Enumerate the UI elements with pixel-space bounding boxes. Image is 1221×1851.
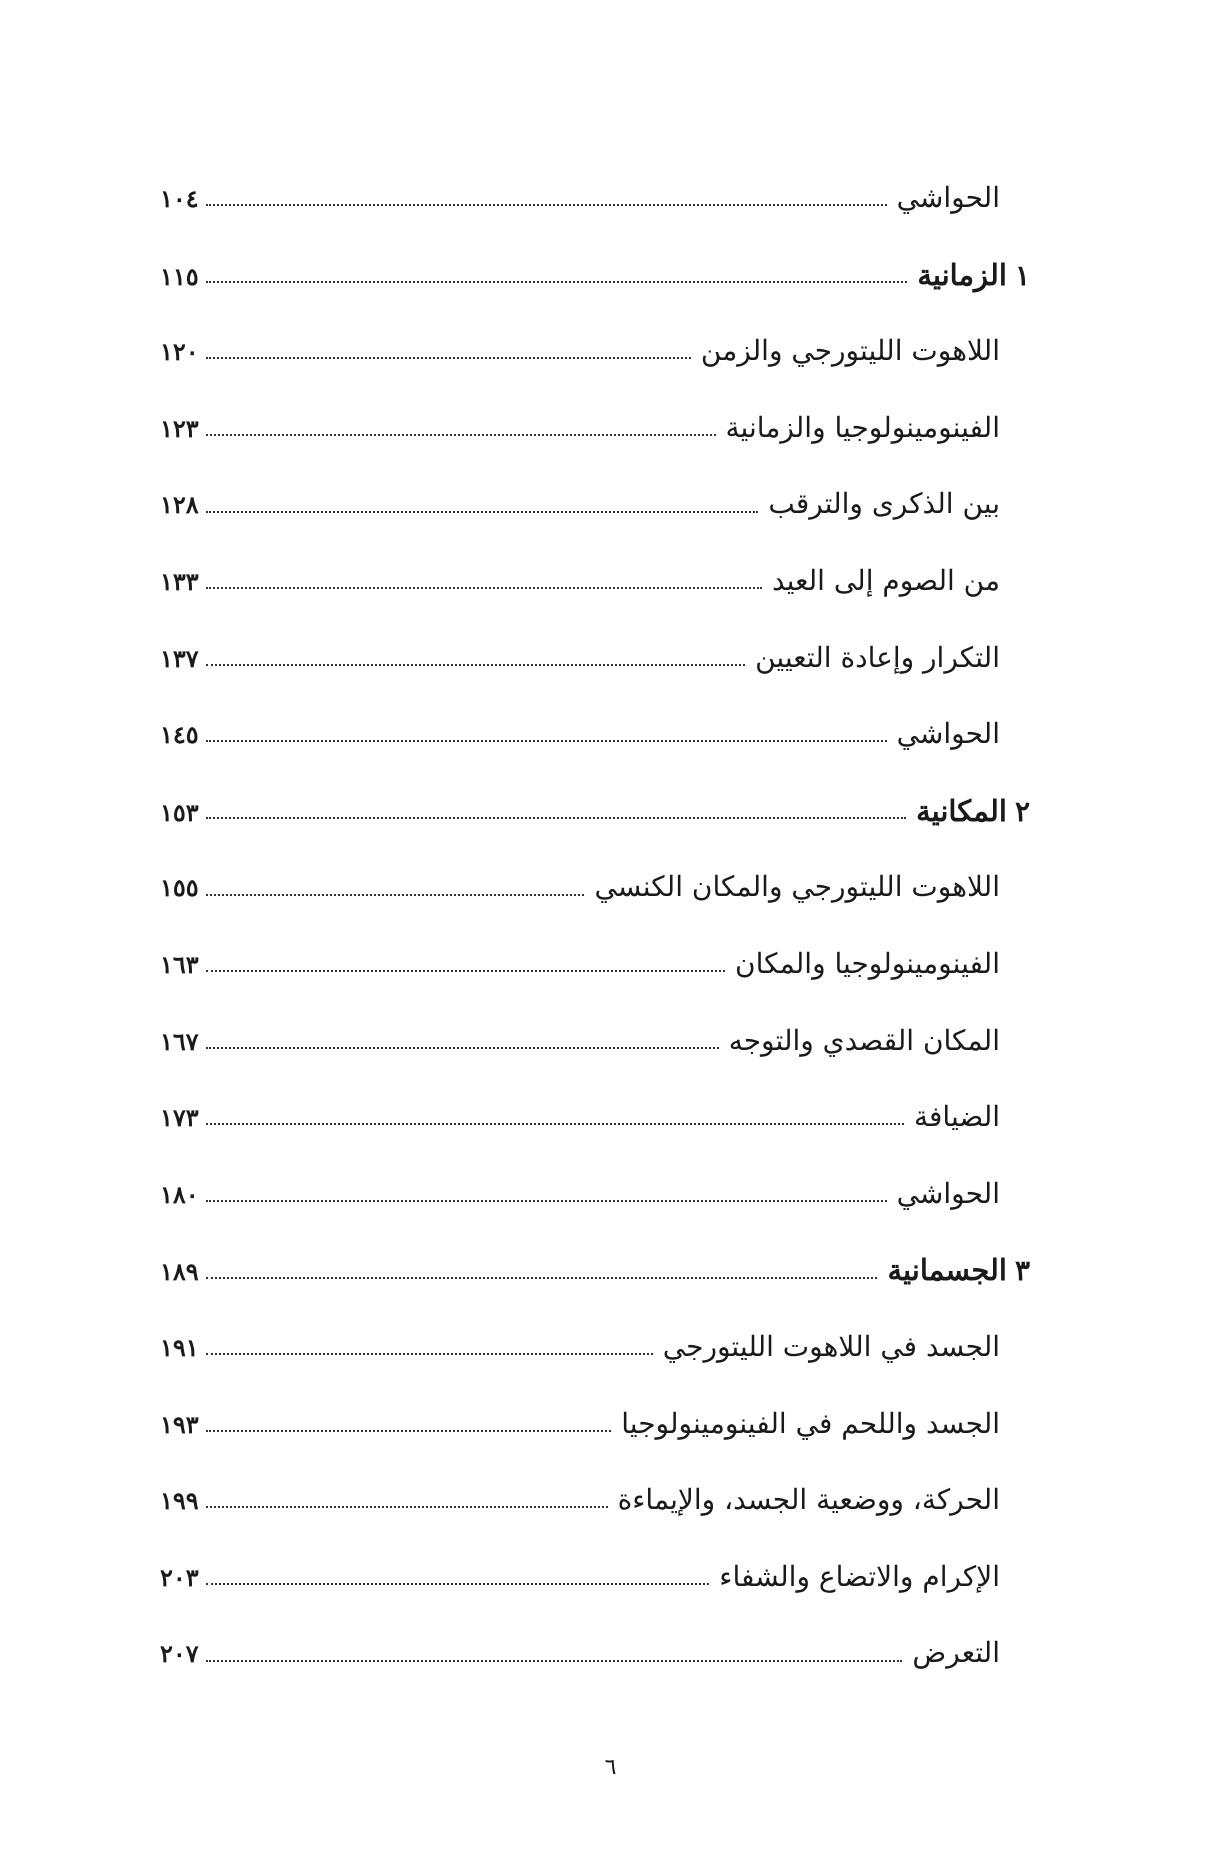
dot-leader (206, 434, 716, 436)
toc-entry-title: اللاهوت الليتورجي والزمن (700, 334, 1000, 368)
toc-entry[interactable] (160, 1156, 1030, 1233)
dot-leader (206, 894, 584, 896)
toc-chapter-title: الزمانية (917, 257, 1007, 292)
toc-entry-page: ١٧٣ (160, 1103, 199, 1133)
dot-leader (206, 1430, 611, 1432)
toc-entry-page: ١١٥ (160, 261, 199, 291)
toc-entry[interactable] (160, 160, 1030, 237)
toc-entry-page: ١٢٨ (160, 490, 199, 520)
dot-leader (206, 1277, 877, 1279)
toc-entry[interactable] (160, 1003, 1030, 1080)
toc-entry-page: ١٩٣ (160, 1409, 199, 1439)
toc-entry-title: الحواشي (896, 1176, 1000, 1210)
chapter-number: ١ (1014, 258, 1030, 292)
dot-leader (206, 511, 758, 513)
toc-entry[interactable] (160, 620, 1030, 697)
toc-chapter-title: المكانية (916, 793, 1007, 828)
toc-chapter-heading[interactable] (160, 1232, 1030, 1309)
toc-entry-page: ١٣٣ (160, 566, 199, 596)
table-of-contents (160, 160, 1030, 1692)
dot-leader (206, 281, 907, 283)
toc-entry[interactable] (160, 1462, 1030, 1539)
dot-leader (206, 817, 906, 819)
toc-entry-page: ١٦٣ (160, 949, 199, 979)
toc-entry-page: ٢٠٧ (160, 1639, 199, 1669)
toc-entry-title: المكان القصدي والتوجه (728, 1023, 1000, 1057)
toc-entry-title: الضيافة (914, 1100, 1000, 1134)
toc-entry-title: الحواشي (896, 717, 1000, 751)
dot-leader (206, 1353, 653, 1355)
toc-entry-title: الحواشي (896, 181, 1000, 214)
toc-entry-title: اللاهوت الليتورجي والمكان الكنسي (594, 870, 1000, 904)
toc-chapter-title: الجسمانية (887, 1253, 1007, 1288)
toc-entry-page: ١٩١ (160, 1332, 199, 1362)
dot-leader (206, 1123, 904, 1125)
toc-entry-page: ١٠٤ (160, 184, 199, 213)
toc-entry[interactable] (160, 390, 1030, 467)
dot-leader (206, 357, 691, 359)
toc-entry[interactable] (160, 1079, 1030, 1156)
toc-entry-page: ١٢٠ (160, 337, 199, 367)
dot-leader (206, 204, 887, 206)
toc-entry[interactable] (160, 1539, 1030, 1616)
toc-entry-page: ١٣٧ (160, 643, 199, 673)
dot-leader (206, 1047, 719, 1049)
toc-entry-page: ١٤٥ (160, 720, 199, 750)
chapter-number: ٢ (1014, 794, 1030, 828)
toc-entry[interactable] (160, 849, 1030, 926)
dot-leader (206, 1583, 709, 1585)
toc-entry-page: ١٢٣ (160, 413, 199, 443)
toc-entry[interactable] (160, 696, 1030, 773)
dot-leader (206, 664, 745, 666)
dot-leader (206, 970, 725, 972)
toc-entry-page: ٢٠٣ (160, 1562, 199, 1592)
toc-entry-title: الفينومينولوجيا والمكان (735, 946, 1000, 980)
toc-entry-page: ١٦٧ (160, 1026, 199, 1056)
toc-entry-title: التكرار وإعادة التعيين (755, 640, 1000, 674)
toc-entry-page: ١٥٥ (160, 873, 199, 903)
toc-entry[interactable] (160, 313, 1030, 390)
dot-leader (206, 1506, 608, 1508)
toc-entry-page: ١٩٩ (160, 1486, 199, 1516)
toc-entry-title: الحركة، ووضعية الجسد، والإيماءة (617, 1483, 1000, 1517)
toc-entry[interactable] (160, 1309, 1030, 1386)
toc-entry-title: الإكرام والاتضاع والشفاء (719, 1559, 1000, 1593)
page-number: ٦ (604, 1755, 617, 1780)
toc-entry[interactable] (160, 543, 1030, 620)
toc-chapter-heading[interactable] (160, 773, 1030, 850)
toc-entry-page: ١٥٣ (160, 797, 199, 827)
dot-leader (206, 1200, 887, 1202)
dot-leader (206, 587, 762, 589)
toc-entry[interactable] (160, 466, 1030, 543)
toc-entry[interactable] (160, 926, 1030, 1003)
toc-entry-title: الجسد واللحم في الفينومينولوجيا (621, 1406, 1000, 1440)
toc-entry[interactable] (160, 1386, 1030, 1463)
toc-chapter-heading[interactable] (160, 237, 1030, 314)
toc-entry[interactable] (160, 1615, 1030, 1692)
toc-entry-title: بين الذكرى والترقب (768, 487, 1000, 521)
toc-entry-page: ١٨٩ (160, 1257, 199, 1287)
dot-leader (206, 1660, 902, 1662)
toc-entry-page: ١٨٠ (160, 1179, 199, 1209)
toc-entry-title: التعرض (912, 1636, 1000, 1670)
toc-entry-title: الفينومينولوجيا والزمانية (725, 410, 1000, 444)
toc-entry-title: من الصوم إلى العيد (771, 563, 1000, 597)
chapter-number: ٣ (1014, 1254, 1030, 1288)
toc-entry-title: الجسد في اللاهوت الليتورجي (662, 1329, 1000, 1363)
dot-leader (206, 740, 887, 742)
